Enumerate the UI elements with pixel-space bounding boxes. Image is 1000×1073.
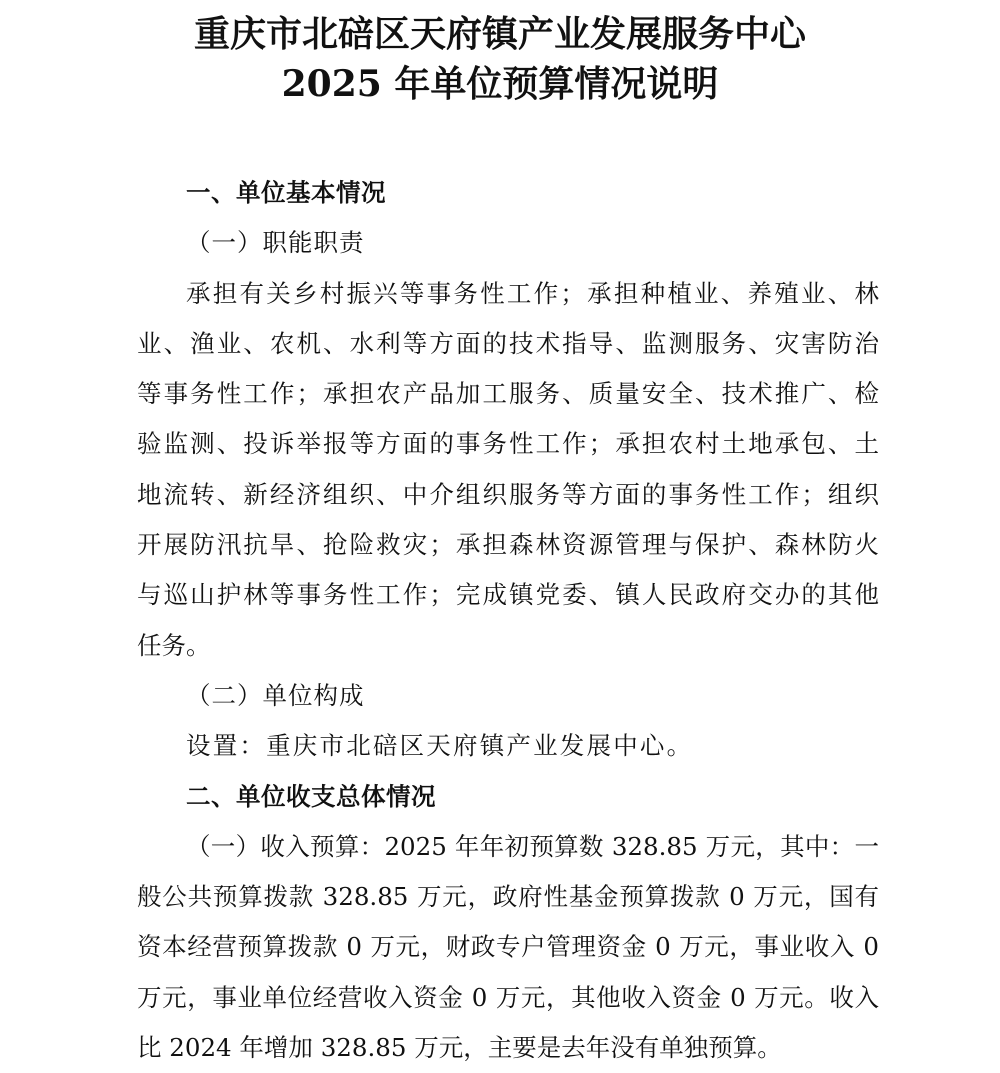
document-body	[137, 168, 879, 1073]
income-line: （一）收入预算：2025 年年初预算数 328.85 万元，其中：一	[186, 831, 879, 861]
income-line: 资本经营预算拨款 0 万元，财政专户管理资金 0 万元，事业收入 0	[137, 932, 879, 962]
document-title-line-1: 重庆市北碚区天府镇产业发展服务中心	[193, 13, 806, 55]
duties-line: 开展防汛抗旱、抢险救灾；承担森林资源管理与保护、森林防火	[137, 530, 879, 560]
income-line: 万元，事业单位经营收入资金 0 万元，其他收入资金 0 万元。收入	[137, 982, 879, 1012]
composition-paragraph: 设置：重庆市北碚区天府镇产业发展中心。	[186, 731, 694, 761]
section-2-heading: 二、单位收支总体情况	[186, 781, 436, 811]
duties-line: 验监测、投诉举报等方面的事务性工作；承担农村土地承包、土	[137, 429, 879, 459]
section-1-subheading-duties: （一）职能职责	[186, 228, 365, 258]
duties-line: 地流转、新经济组织、中介组织服务等方面的事务性工作；组织	[137, 479, 879, 509]
duties-line: 承担有关乡村振兴等事务性工作；承担种植业、养殖业、林	[186, 278, 879, 308]
duties-paragraph	[137, 269, 879, 671]
duties-line: 业、渔业、农机、水利等方面的技术指导、监测服务、灾害防治	[137, 328, 879, 358]
duties-line: 任务。	[137, 630, 211, 660]
duties-line: 等事务性工作；承担农产品加工服务、质量安全、技术推广、检	[137, 379, 879, 409]
duties-line: 与巡山护林等事务性工作；完成镇党委、镇人民政府交办的其他	[137, 580, 879, 610]
document-title-line-2: 2025 年单位预算情况说明	[281, 63, 719, 105]
income-line: 般公共预算拨款 328.85 万元，政府性基金预算拨款 0 万元，国有	[137, 882, 879, 912]
section-1-heading: 一、单位基本情况	[186, 178, 386, 207]
income-paragraph	[137, 822, 879, 1073]
income-line: 比 2024 年增加 328.85 万元，主要是去年没有单独预算。	[137, 1033, 782, 1063]
section-1-subheading-composition: （二）单位构成	[186, 680, 365, 710]
